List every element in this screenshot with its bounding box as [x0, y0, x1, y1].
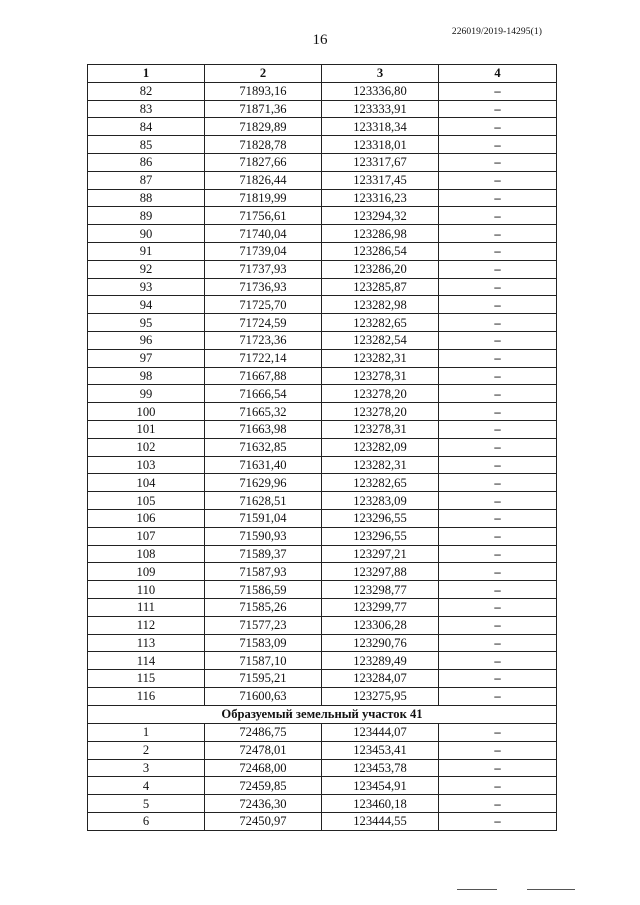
coord-y: 123290,76 [322, 634, 439, 652]
point-number: 112 [88, 616, 205, 634]
point-number: 6 [88, 813, 205, 831]
coord-y: 123296,55 [322, 527, 439, 545]
point-number: 110 [88, 581, 205, 599]
coord-y: 123317,45 [322, 171, 439, 189]
coord-y: 123282,31 [322, 349, 439, 367]
column-4-value: – [439, 545, 557, 563]
coord-y: 123333,91 [322, 100, 439, 118]
table-row [88, 367, 557, 385]
point-number: 103 [88, 456, 205, 474]
column-4-value: – [439, 670, 557, 688]
column-4-value: – [439, 296, 557, 314]
column-4-value: – [439, 492, 557, 510]
coord-y: 123282,09 [322, 438, 439, 456]
section-header-row [88, 705, 557, 723]
coord-x: 71871,36 [205, 100, 322, 118]
header-col-4: 4 [439, 65, 557, 83]
coord-x: 71587,93 [205, 563, 322, 581]
column-4-value: – [439, 598, 557, 616]
coord-y: 123297,21 [322, 545, 439, 563]
point-number: 1 [88, 724, 205, 742]
table-row [88, 136, 557, 154]
coord-y: 123282,31 [322, 456, 439, 474]
point-number: 109 [88, 563, 205, 581]
column-4-value: – [439, 509, 557, 527]
column-4-value: – [439, 225, 557, 243]
coord-x: 71589,37 [205, 545, 322, 563]
column-4-value: – [439, 724, 557, 742]
coord-y: 123297,88 [322, 563, 439, 581]
point-number: 93 [88, 278, 205, 296]
column-4-value: – [439, 456, 557, 474]
table-row [88, 314, 557, 332]
table-row [88, 492, 557, 510]
point-number: 108 [88, 545, 205, 563]
coord-x: 71628,51 [205, 492, 322, 510]
coord-y: 123294,32 [322, 207, 439, 225]
coord-y: 123460,18 [322, 795, 439, 813]
point-number: 98 [88, 367, 205, 385]
coord-x: 72486,75 [205, 724, 322, 742]
table-row [88, 581, 557, 599]
column-4-value: – [439, 171, 557, 189]
table-row [88, 100, 557, 118]
coord-x: 72459,85 [205, 777, 322, 795]
coord-y: 123317,67 [322, 153, 439, 171]
table-row [88, 189, 557, 207]
table-row [88, 777, 557, 795]
table-row [88, 724, 557, 742]
point-number: 113 [88, 634, 205, 652]
column-4-value: – [439, 438, 557, 456]
header-col-3: 3 [322, 65, 439, 83]
coord-x: 71829,89 [205, 118, 322, 136]
table-row [88, 171, 557, 189]
point-number: 111 [88, 598, 205, 616]
column-4-value: – [439, 687, 557, 705]
table-row [88, 118, 557, 136]
coord-x: 71590,93 [205, 527, 322, 545]
table-row [88, 545, 557, 563]
point-number: 114 [88, 652, 205, 670]
coord-x: 71629,96 [205, 474, 322, 492]
point-number: 4 [88, 777, 205, 795]
point-number: 97 [88, 349, 205, 367]
coord-y: 123444,07 [322, 724, 439, 742]
column-4-value: – [439, 367, 557, 385]
point-number: 102 [88, 438, 205, 456]
coord-y: 123453,41 [322, 741, 439, 759]
coord-x: 71722,14 [205, 349, 322, 367]
column-4-value: – [439, 278, 557, 296]
coord-x: 71585,26 [205, 598, 322, 616]
point-number: 85 [88, 136, 205, 154]
coord-x: 71663,98 [205, 420, 322, 438]
coord-y: 123282,65 [322, 314, 439, 332]
coord-x: 71591,04 [205, 509, 322, 527]
footer-marks [457, 889, 575, 891]
coord-x: 71665,32 [205, 403, 322, 421]
table-row [88, 687, 557, 705]
column-4-value: – [439, 474, 557, 492]
coord-x: 71600,63 [205, 687, 322, 705]
table-row [88, 616, 557, 634]
coord-y: 123275,95 [322, 687, 439, 705]
coord-y: 123296,55 [322, 509, 439, 527]
table-row [88, 207, 557, 225]
coord-x: 71725,70 [205, 296, 322, 314]
column-4-value: – [439, 741, 557, 759]
point-number: 104 [88, 474, 205, 492]
coord-x: 71583,09 [205, 634, 322, 652]
point-number: 82 [88, 82, 205, 100]
table-row [88, 278, 557, 296]
coord-y: 123298,77 [322, 581, 439, 599]
coord-x: 71893,16 [205, 82, 322, 100]
table-row [88, 456, 557, 474]
coord-x: 71586,59 [205, 581, 322, 599]
point-number: 116 [88, 687, 205, 705]
column-4-value: – [439, 581, 557, 599]
coord-y: 123316,23 [322, 189, 439, 207]
coord-y: 123286,54 [322, 242, 439, 260]
column-4-value: – [439, 242, 557, 260]
coord-y: 123282,98 [322, 296, 439, 314]
coord-x: 72468,00 [205, 759, 322, 777]
point-number: 84 [88, 118, 205, 136]
coord-y: 123278,31 [322, 420, 439, 438]
point-number: 83 [88, 100, 205, 118]
column-4-value: – [439, 331, 557, 349]
column-4-value: – [439, 314, 557, 332]
column-4-value: – [439, 118, 557, 136]
page-number: 16 [312, 32, 328, 48]
table-row [88, 795, 557, 813]
table-row [88, 153, 557, 171]
coord-y: 123286,98 [322, 225, 439, 243]
point-number: 90 [88, 225, 205, 243]
coord-x: 71724,59 [205, 314, 322, 332]
table-row [88, 420, 557, 438]
coord-x: 71631,40 [205, 456, 322, 474]
coord-y: 123318,01 [322, 136, 439, 154]
table-row [88, 670, 557, 688]
coord-x: 71756,61 [205, 207, 322, 225]
coord-x: 71667,88 [205, 367, 322, 385]
coord-y: 123278,31 [322, 367, 439, 385]
column-4-value: – [439, 634, 557, 652]
table-row [88, 813, 557, 831]
point-number: 5 [88, 795, 205, 813]
point-number: 3 [88, 759, 205, 777]
point-number: 89 [88, 207, 205, 225]
table-row [88, 403, 557, 421]
coord-x: 72436,30 [205, 795, 322, 813]
document-reference: 226019/2019-14295(1) [451, 27, 542, 37]
coord-x: 71737,93 [205, 260, 322, 278]
point-number: 106 [88, 509, 205, 527]
table-row [88, 474, 557, 492]
column-4-value: – [439, 100, 557, 118]
point-number: 92 [88, 260, 205, 278]
coord-y: 123278,20 [322, 385, 439, 403]
point-number: 94 [88, 296, 205, 314]
column-4-value: – [439, 527, 557, 545]
coord-y: 123454,91 [322, 777, 439, 795]
table-row [88, 509, 557, 527]
column-4-value: – [439, 349, 557, 367]
coord-y: 123318,34 [322, 118, 439, 136]
coord-x: 71595,21 [205, 670, 322, 688]
column-4-value: – [439, 563, 557, 581]
column-4-value: – [439, 777, 557, 795]
table-row [88, 438, 557, 456]
column-4-value: – [439, 759, 557, 777]
table-row [88, 598, 557, 616]
table-header-row [88, 65, 557, 83]
coord-x: 71827,66 [205, 153, 322, 171]
coord-x: 71577,23 [205, 616, 322, 634]
coord-x: 71819,99 [205, 189, 322, 207]
coord-x: 71587,10 [205, 652, 322, 670]
column-4-value: – [439, 207, 557, 225]
point-number: 86 [88, 153, 205, 171]
point-number: 105 [88, 492, 205, 510]
table-row [88, 634, 557, 652]
point-number: 99 [88, 385, 205, 403]
coord-x: 71826,44 [205, 171, 322, 189]
point-number: 100 [88, 403, 205, 421]
coord-x: 71632,85 [205, 438, 322, 456]
coord-y: 123453,78 [322, 759, 439, 777]
table-row [88, 260, 557, 278]
header-col-2: 2 [205, 65, 322, 83]
coord-y: 123306,28 [322, 616, 439, 634]
coord-x: 71828,78 [205, 136, 322, 154]
coord-y: 123289,49 [322, 652, 439, 670]
coord-y: 123278,20 [322, 403, 439, 421]
table-row [88, 563, 557, 581]
point-number: 107 [88, 527, 205, 545]
point-number: 96 [88, 331, 205, 349]
coord-y: 123299,77 [322, 598, 439, 616]
coord-x: 71723,36 [205, 331, 322, 349]
table-row [88, 349, 557, 367]
column-4-value: – [439, 136, 557, 154]
coord-y: 123285,87 [322, 278, 439, 296]
column-4-value: – [439, 189, 557, 207]
table-row [88, 82, 557, 100]
table-body [88, 82, 557, 830]
table-row [88, 759, 557, 777]
column-4-value: – [439, 385, 557, 403]
coord-x: 71740,04 [205, 225, 322, 243]
column-4-value: – [439, 813, 557, 831]
coord-x: 72450,97 [205, 813, 322, 831]
column-4-value: – [439, 153, 557, 171]
column-4-value: – [439, 795, 557, 813]
column-4-value: – [439, 82, 557, 100]
point-number: 87 [88, 171, 205, 189]
table-row [88, 296, 557, 314]
coord-x: 72478,01 [205, 741, 322, 759]
point-number: 88 [88, 189, 205, 207]
coord-y: 123444,55 [322, 813, 439, 831]
coord-x: 71666,54 [205, 385, 322, 403]
table-row [88, 225, 557, 243]
coord-y: 123336,80 [322, 82, 439, 100]
point-number: 2 [88, 741, 205, 759]
coord-y: 123282,65 [322, 474, 439, 492]
table-row [88, 331, 557, 349]
column-4-value: – [439, 403, 557, 421]
coord-y: 123284,07 [322, 670, 439, 688]
coord-x: 71739,04 [205, 242, 322, 260]
section-title: Образуемый земельный участок 41 [88, 705, 557, 723]
header-col-1: 1 [88, 65, 205, 83]
column-4-value: – [439, 616, 557, 634]
column-4-value: – [439, 420, 557, 438]
table-row [88, 652, 557, 670]
point-number: 101 [88, 420, 205, 438]
coord-x: 71736,93 [205, 278, 322, 296]
coord-y: 123286,20 [322, 260, 439, 278]
coordinates-table [87, 64, 557, 831]
column-4-value: – [439, 652, 557, 670]
table-row [88, 527, 557, 545]
table-row [88, 385, 557, 403]
coord-y: 123282,54 [322, 331, 439, 349]
table-row [88, 741, 557, 759]
column-4-value: – [439, 260, 557, 278]
point-number: 95 [88, 314, 205, 332]
point-number: 115 [88, 670, 205, 688]
point-number: 91 [88, 242, 205, 260]
coord-y: 123283,09 [322, 492, 439, 510]
table-row [88, 242, 557, 260]
